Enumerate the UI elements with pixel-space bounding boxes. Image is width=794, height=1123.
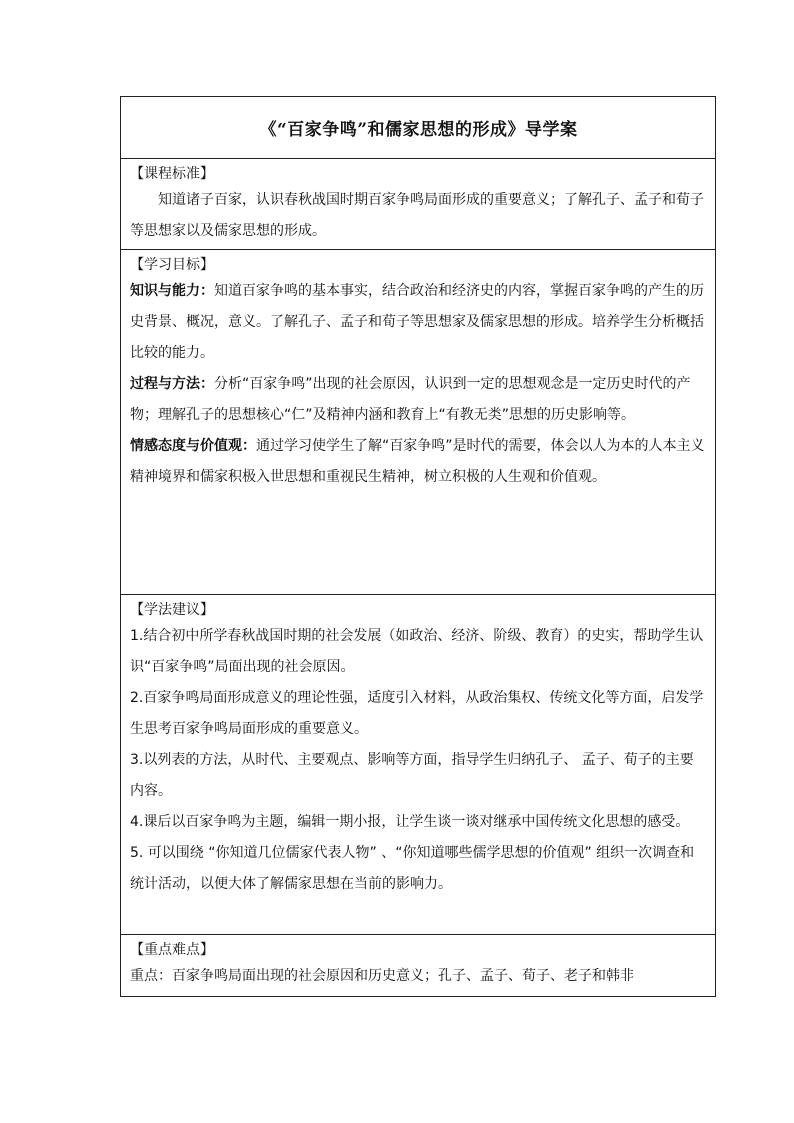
emotion-objective — [130, 431, 707, 493]
document-title: 《“百家争鸣”和儒家思想的形成》导学案 — [259, 120, 578, 140]
knowledge-label: 知识与能力： — [130, 283, 214, 299]
course-standard-section — [121, 159, 716, 250]
method-item: 5. 可以围绕 “你知道几位儒家代表人物” 、“你知道哪些儒学思想的价值观” 组织一次调查和统计活动，以便大体了解儒家思想在当前的影响力。 — [130, 845, 695, 892]
method-item: 3.以列表的方法，从时代、主要观点、影响等方面，指导学生归纳孔子、 孟子、荀子的主要内容。 — [130, 752, 694, 799]
methods-heading: 【学法建议】 — [130, 602, 214, 618]
key-points-text: 重点：百家争鸣局面出现的社会原因和历史意义；孔子、孟子、荀子、老子和韩非 — [130, 968, 634, 984]
knowledge-objective — [130, 276, 707, 369]
guide-table — [120, 96, 716, 997]
method-item: 1.结合初中所学春秋战国时期的社会发展（如政治、经济、阶级、教育）的史实，帮助学生认识“百家争鸣”局面出现的社会原因。 — [130, 628, 704, 675]
course-standard-text: 知道诸子百家，认识春秋战国时期百家争鸣局面形成的重要意义；了解孔子、孟子和荀子等思想家以及儒家思想的形成。 — [130, 192, 704, 239]
key-points-section — [121, 935, 716, 997]
knowledge-text: 知道百家争鸣的基本事实，结合政治和经济史的内容，掌握百家争鸣的产生的历史背景、概况，意义。了解孔子、孟子和荀子等思想家及儒家思想的形成。培养学生分析概括比较的能力。 — [130, 283, 704, 361]
methods-section — [121, 595, 716, 935]
objectives-heading: 【学习目标】 — [130, 257, 214, 273]
key-points-heading: 【重点难点】 — [130, 942, 214, 958]
process-text: 分析“百家争鸣”出现的社会原因，认识到一定的思想观念是一定历史时代的产物；理解孔子的思想核心“仁”及精神内涵和教育上“有教无类”思想的历史影响等。 — [130, 376, 691, 423]
document-page — [120, 96, 716, 997]
objectives-section — [121, 250, 716, 595]
emotion-label: 情感态度与价值观： — [130, 438, 256, 454]
process-objective — [130, 369, 707, 431]
course-standard-heading: 【课程标准】 — [130, 166, 214, 182]
process-label: 过程与方法： — [130, 376, 214, 392]
method-item: 2.百家争鸣局面形成意义的理论性强，适度引入材料，从政治集权、传统文化等方面，启发学生思考百家争鸣局面形成的重要意义。 — [130, 690, 704, 737]
title-cell — [121, 97, 716, 159]
method-item: 4.课后以百家争鸣为主题，编辑一期小报，让学生谈一谈对继承中国传统文化思想的感受。 — [130, 814, 690, 830]
emotion-text: 通过学习使学生了解“百家争鸣”是时代的需要，体会以人为本的人本主义精神境界和儒家积极入世思想和重视民生精神，树立积极的人生观和价值观。 — [130, 438, 705, 485]
